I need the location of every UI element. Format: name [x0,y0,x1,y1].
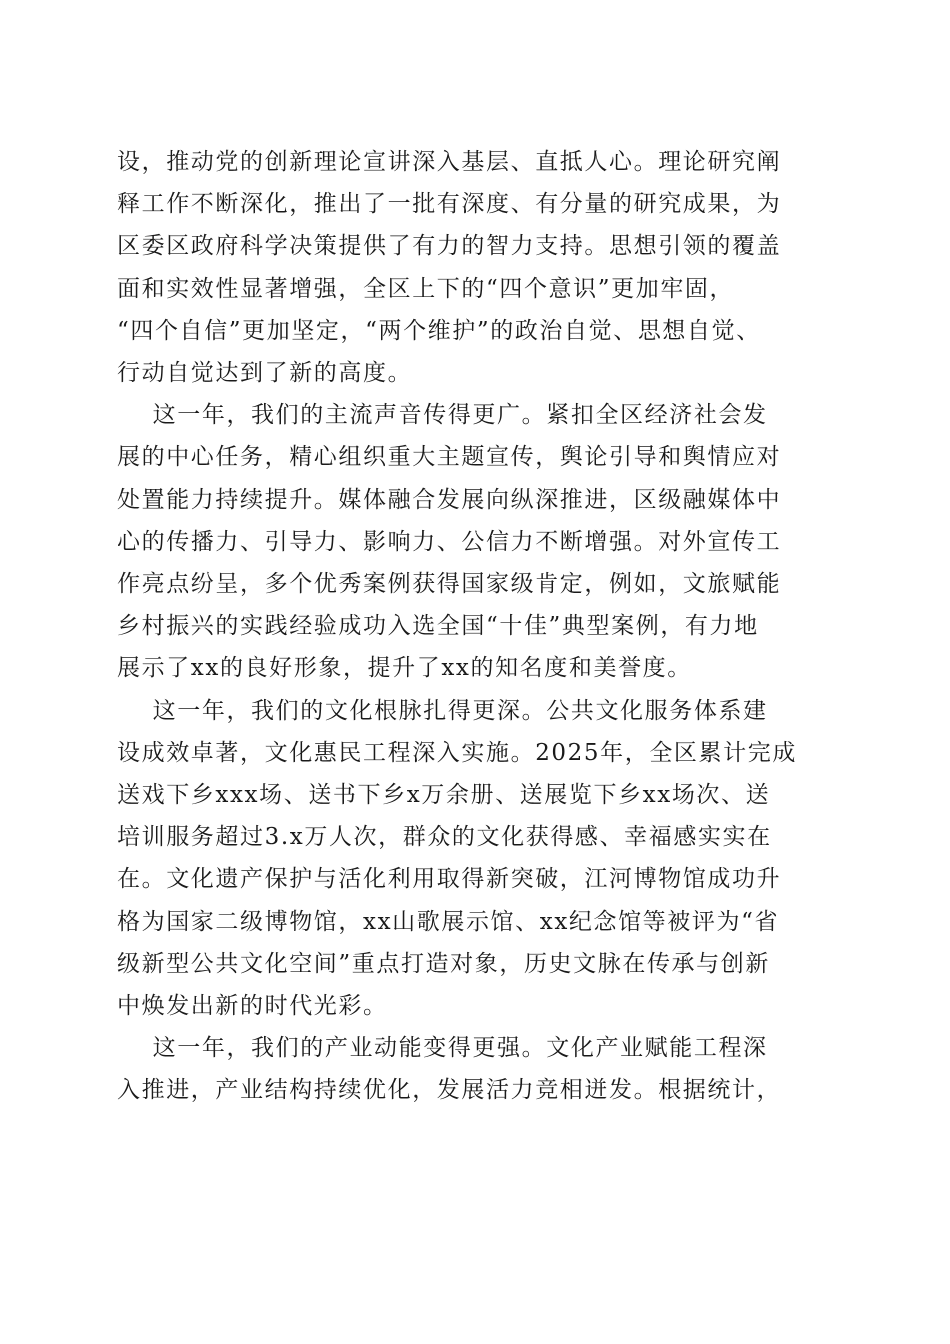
paragraph-2: 这一年，我们的主流声音传得更广。紧扣全区经济社会发 展的中心任务，精心组织重大主题宣传，舆论引导和舆情应对 处置能力持续提升。媒体融合发展向纵深推进，区级融媒体中 心的传播力、引导力、影响力、公信力不断增强。对外宣传工 作亮点纷呈，多个优秀案例获得国家级肯定，例如，文旅赋能 乡村振兴的实践经验成功入选全国“十佳”典型案例，有力地 展示了xx的良好形象，提升了xx的知名度和美誉度。 [117,402,782,682]
paragraph-1: 设，推动党的创新理论宣讲深入基层、直抵人心。理论研究阐 释工作不断深化，推出了一批有深度、有分量的研究成果，为 区委区政府科学决策提供了有力的智力支持。思想引领的覆盖 面和实效性显著增强，全区上下的“四个意识”更加牢固， “四个自信”更加坚定，“两个维护”的政治自觉、思想自觉、 行动自觉达到了新的高度。 [117,149,782,387]
paragraph-3: 这一年，我们的文化根脉扎得更深。公共文化服务体系建 设成效卓著，文化惠民工程深入实施。2025年，全区累计完成 送戏下乡xxx场、送书下乡x万余册、送展览下乡xx场次、送 培训服务超过3.x万人次，群众的文化获得感、幸福感实实在 在。文化遗产保护与活化利用取得新突破，江河博物馆成功升 格为国家二级博物馆，xx山歌展示馆、xx纪念馆等被评为“省 级新型公共文化空间”重点打造对象，历史文脉在传承与创新 中焕发出新的时代光彩。 [117,697,797,1020]
paragraph-4: 这一年，我们的产业动能变得更强。文化产业赋能工程深 入推进，产业结构持续优化，发展活力竞相迸发。根据统计， [117,1035,782,1104]
body-text [117,141,837,1112]
